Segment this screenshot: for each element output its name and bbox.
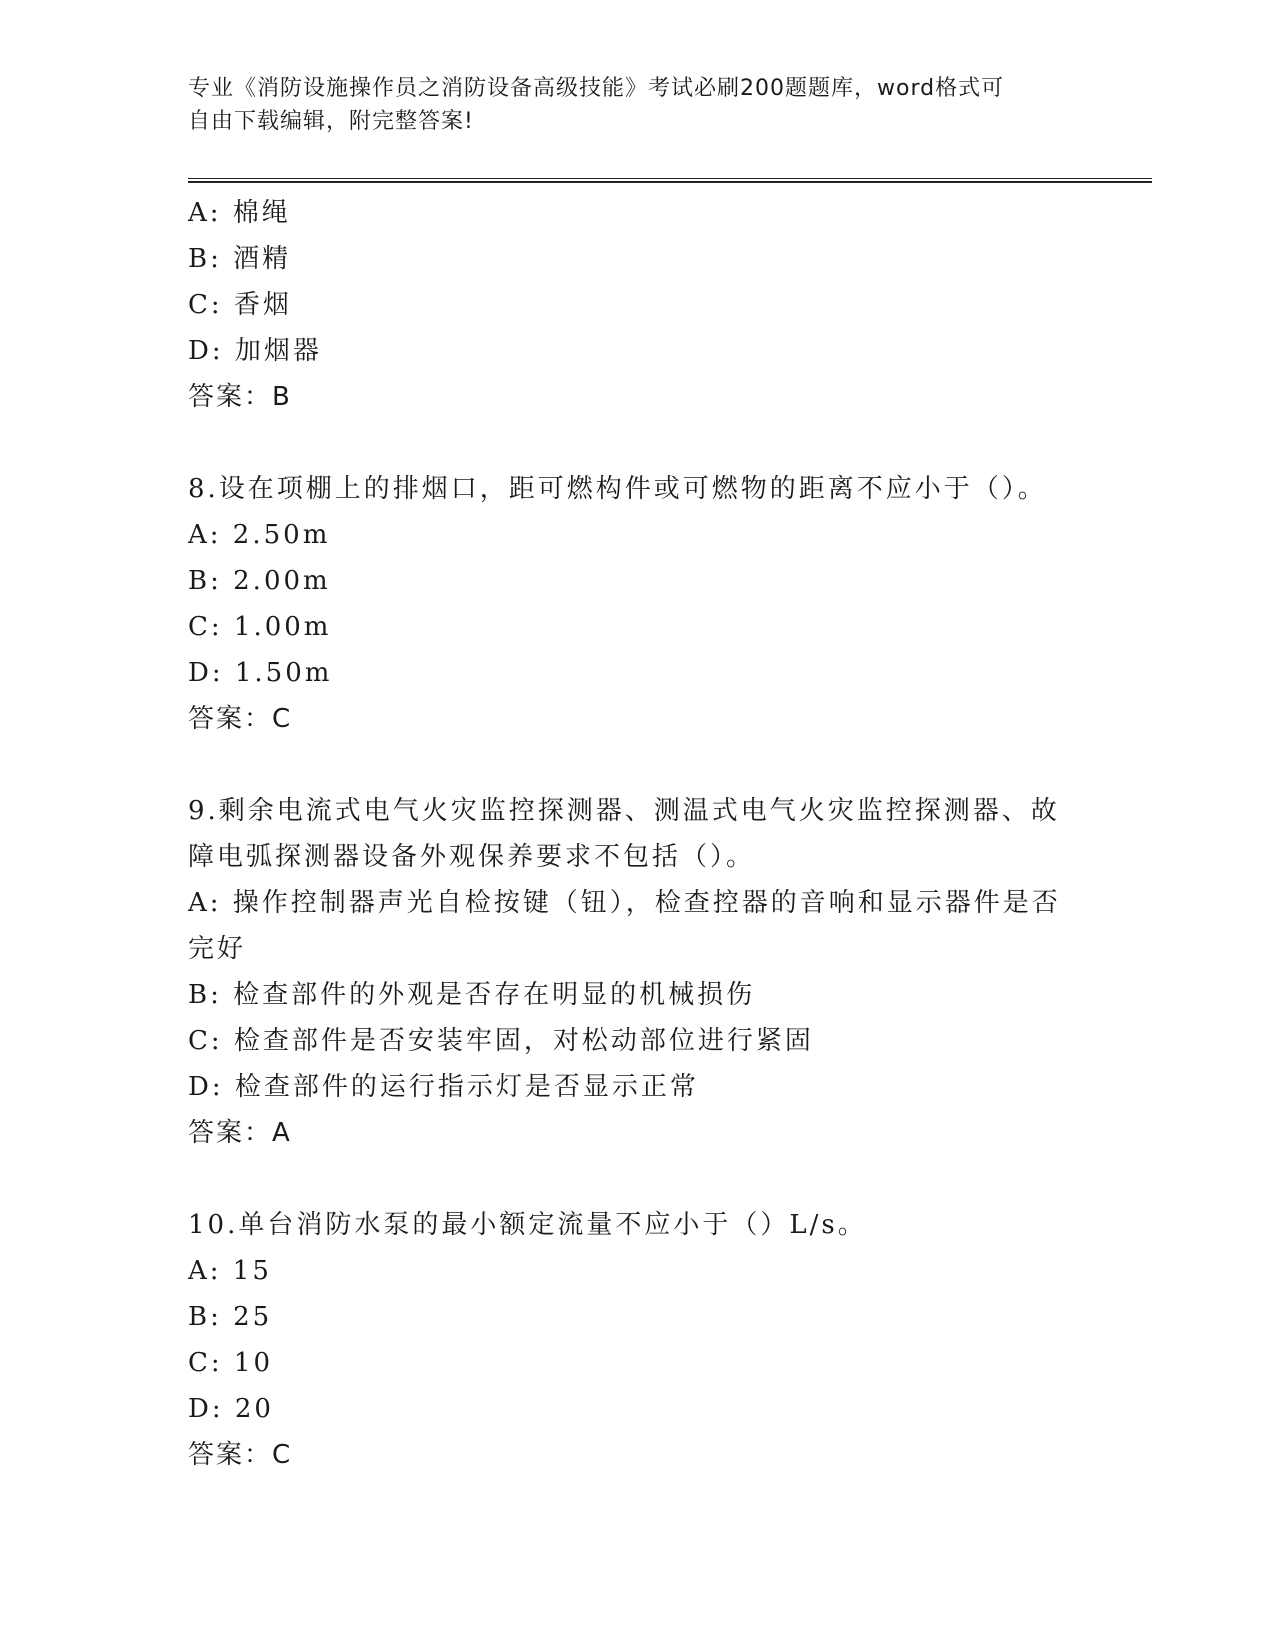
option-d: D: 检查部件的运行指示灯是否显示正常 — [188, 1072, 699, 1102]
question-7 — [188, 190, 1088, 420]
spacer — [188, 420, 1088, 466]
answer-line: 答案：A — [188, 1118, 292, 1148]
question-list — [188, 190, 1088, 1478]
header-divider — [188, 178, 1152, 183]
question-9 — [188, 788, 1088, 1156]
option-b: B: 25 — [188, 1302, 273, 1332]
answer-line: 答案：C — [188, 1440, 293, 1470]
option-c: C: 检查部件是否安装牢固，对松动部位进行紧固 — [188, 1026, 814, 1056]
option-a-line-1: A: 操作控制器声光自检按键（钮），检查控器的音响和显示器件是否 — [188, 888, 1061, 918]
spacer — [188, 742, 1088, 788]
option-c: C: 香烟 — [188, 290, 292, 320]
spacer — [188, 1156, 1088, 1202]
question-text: 8.设在项棚上的排烟口，距可燃构件或可燃物的距离不应小于（）。 — [188, 474, 1047, 504]
question-text: 10.单台消防水泵的最小额定流量不应小于（）L/s。 — [188, 1210, 867, 1240]
question-text-line-2: 障电弧探测器设备外观保养要求不包括（）。 — [188, 842, 756, 872]
header-line-2: 自由下载编辑，附完整答案! — [188, 109, 474, 134]
option-d: D: 1.50m — [188, 658, 333, 688]
option-a: A: 棉绳 — [188, 198, 291, 228]
document-header — [188, 72, 1088, 138]
option-d: D: 加烟器 — [188, 336, 322, 366]
answer-line: 答案：B — [188, 382, 292, 412]
option-b: B: 2.00m — [188, 566, 331, 596]
option-b: B: 检查部件的外观是否存在明显的机械损伤 — [188, 980, 756, 1010]
option-d: D: 20 — [188, 1394, 274, 1424]
option-c: C: 1.00m — [188, 612, 332, 642]
option-c: C: 10 — [188, 1348, 274, 1378]
option-a: A: 2.50m — [188, 520, 331, 550]
option-a-line-2: 完好 — [188, 934, 247, 964]
question-text-line-1: 9.剩余电流式电气火灾监控探测器、测温式电气火灾监控探测器、故 — [188, 796, 1060, 826]
option-b: B: 酒精 — [188, 244, 292, 274]
header-line-1: 专业《消防设施操作员之消防设备高级技能》考试必刷200题题库，word格式可 — [188, 76, 1005, 101]
question-10 — [188, 1202, 1088, 1478]
option-a: A: 15 — [188, 1256, 272, 1286]
question-8 — [188, 466, 1088, 742]
answer-line: 答案：C — [188, 704, 293, 734]
